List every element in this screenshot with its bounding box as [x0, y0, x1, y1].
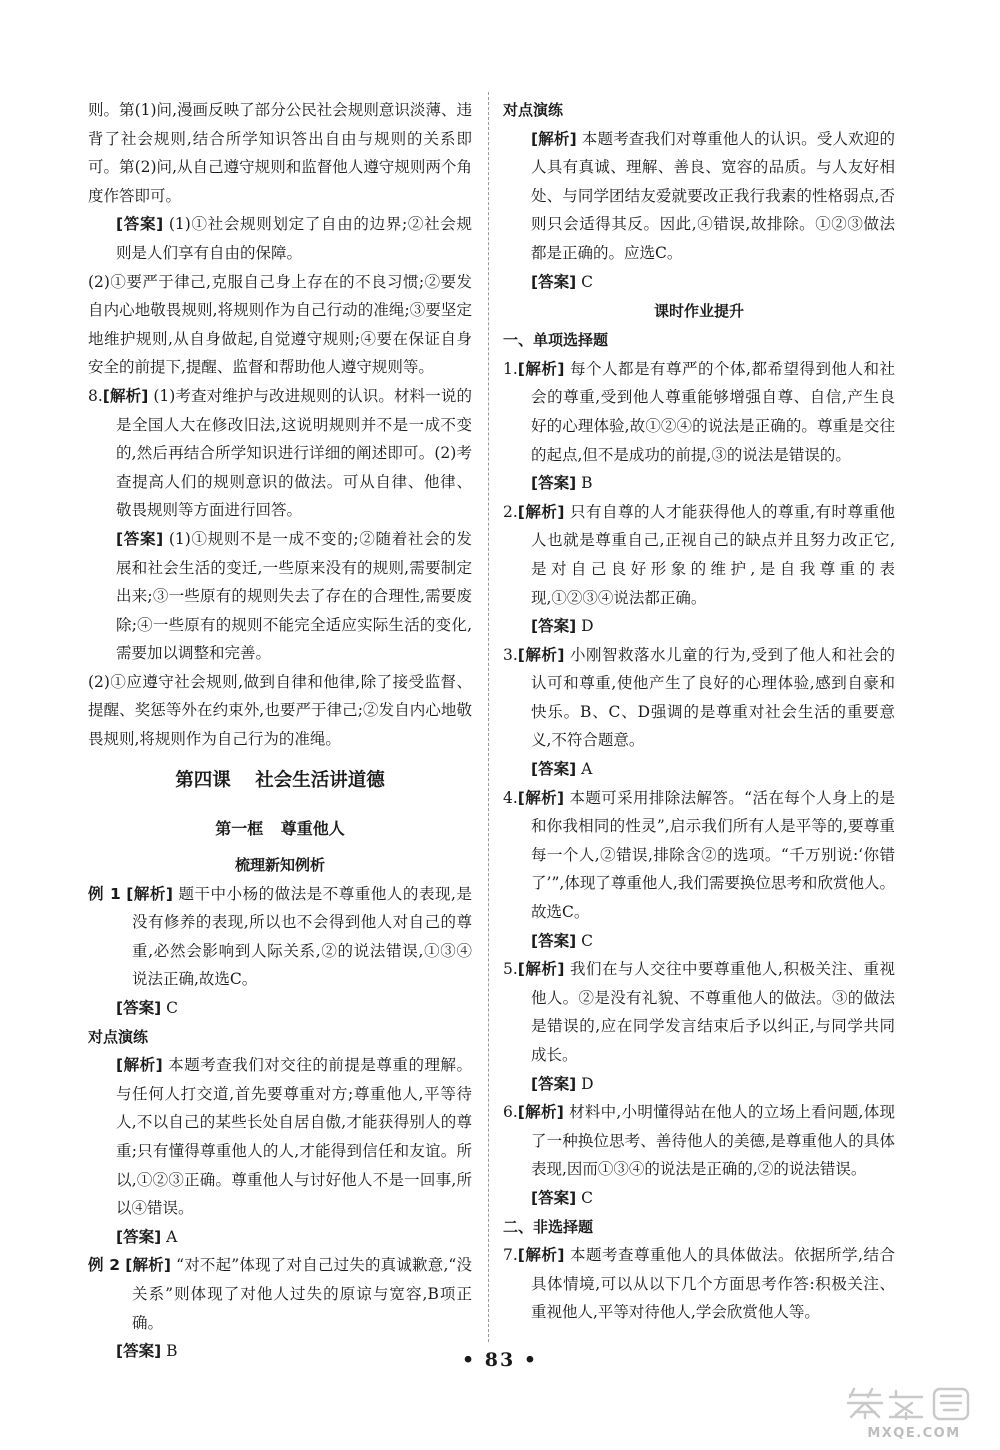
question-number: 5.: [503, 960, 518, 979]
example-label: 例 2: [88, 1256, 121, 1275]
question-number: 4.: [503, 788, 518, 807]
example-1: [88, 880, 472, 994]
analysis-text: 小刚智救落水儿童的行为,受到了他人和社会的认可和尊重,使他产生了良好的心理体验,感到自豪和快乐。B、C、D强调的是尊重对社会生活的重要意义,不符合题意。: [531, 645, 895, 750]
answer-block: [503, 1184, 895, 1213]
answer-label: [答案]: [531, 474, 577, 493]
answer-block: [503, 268, 895, 297]
answer-label: [答案]: [531, 1074, 577, 1093]
paragraph: (2)①要严于律己,克服自己身上存在的不良习惯;②要发自内心地敬畏规则,将规则作为自己行动的准绳;③要坚定地维护规则,从自身做起,自觉遵守规则;④要在保证自身安全的前提下,提醒、监督和帮助他人遵守规则等。: [88, 272, 472, 377]
analysis-text: “对不起”体现了对自己过失的真诚歉意,“没关系”则体现了对他人过失的原谅与宽容,B项正确。: [132, 1256, 472, 1332]
analysis-text: (1)考查对维护与改进规则的认识。材料一说的是全国人大在修改旧法,这说明规则并不是一成不变的,然后再结合所学知识进行详细的阐述即可。(2)考查提高人们的规则意识的做法。可从自律、他律、敬畏规则等方面进行回答。: [116, 386, 472, 520]
answer-text: A: [166, 1227, 178, 1246]
answer-label: [答案]: [116, 529, 164, 548]
analysis-label: [解析]: [531, 129, 577, 148]
section-subtitle: 梳理新知例析: [234, 855, 325, 874]
answer-block: [88, 210, 472, 267]
homework-title: 课时作业提升: [653, 302, 744, 321]
answer-block: [503, 612, 895, 641]
analysis-label: [解析]: [116, 1056, 163, 1075]
question-number: 3.: [503, 645, 518, 664]
paragraph: (2)①应遵守社会规则,做到自律和他律,除了接受监督、提醒、奖惩等外在约束外,也要严于律己;②发自内心地敬畏规则,将规则作为自己行为的准绳。: [88, 672, 472, 749]
answer-block: [503, 1070, 895, 1099]
analysis-label: [解析]: [517, 1246, 565, 1265]
practice-heading: 对点演练: [88, 1027, 149, 1046]
page-number: • 83 •: [462, 1349, 538, 1371]
analysis-text: 本题考查尊重他人的具体做法。依据所学,结合具体情境,可以从以下几个方面思考作答:积极关注、重视他人,平等对待他人,学会欣赏他人等。: [531, 1246, 895, 1322]
analysis-label: [解析]: [517, 359, 565, 378]
answer-block: [503, 469, 895, 498]
answer-block: [88, 1223, 472, 1252]
question-4: [503, 784, 895, 927]
answer-label: [答案]: [116, 999, 162, 1018]
analysis-label: [解析]: [517, 645, 565, 664]
right-column: [503, 96, 895, 1327]
analysis-label: [解析]: [126, 884, 173, 903]
practice-analysis: [503, 125, 895, 268]
answer-label: [答案]: [116, 215, 164, 234]
answer-block: [503, 927, 895, 956]
lesson-title: 第四课 社会生活讲道德: [175, 769, 385, 791]
left-column: [88, 96, 472, 1366]
answer-text: A: [581, 760, 593, 779]
answer-label: [答案]: [116, 1342, 162, 1361]
question-number: 2.: [503, 502, 518, 521]
analysis-text: 只有自尊的人才能获得他人的尊重,有时尊重他人也就是尊重自己,正视自己的缺点并且努力改正它,是对自己良好形象的维护,是自我尊重的表现,①②③④说法都正确。: [531, 502, 895, 607]
answer-label: [答案]: [531, 760, 577, 779]
watermark-site: MXQE.COM: [867, 1426, 961, 1441]
paragraph: 则。第(1)问,漫画反映了部分公民社会规则意识淡薄、违背了社会规则,结合所学知识答出自由与规则的关系即可。第(2)问,从自己遵守规则和监督他人遵守规则两个角度作答即可。: [88, 101, 472, 205]
question-number: 1.: [503, 359, 518, 378]
answer-label: [答案]: [531, 617, 577, 636]
answer-text: C: [166, 999, 178, 1018]
practice-analysis: [88, 1051, 472, 1223]
column-divider: [488, 92, 489, 1342]
analysis-text: 题干中小杨的做法是不尊重他人的表现,是没有修养的表现,所以也不会得到他人对自己的尊重,必然会影响到人际关系,②的说法错误,①③④说法正确,故选C。: [132, 884, 472, 989]
question-6: [503, 1098, 895, 1184]
analysis-text: 每个人都是有尊严的个体,都希望得到他人和社会的尊重,受到他人尊重能够增强自尊、自信,产生良好的心理体验,故①②④的说法是正确的。尊重是交往的起点,但不是成功的前提,③的说法是错误的。: [531, 359, 895, 464]
section-heading-choice: 一、单项选择题: [503, 331, 609, 350]
question-number: 7.: [503, 1246, 518, 1265]
answer-text: (1)①社会规则划定了自由的边界;②社会规则是人们享有自由的保障。: [116, 215, 472, 262]
answer-text: D: [581, 1074, 594, 1093]
analysis-label: [解析]: [125, 1256, 171, 1275]
analysis-label: [解析]: [517, 788, 565, 807]
analysis-text: 本题考查我们对尊重他人的认识。受人欢迎的人具有真诚、理解、善良、宽容的品质。与人友好相处、与同学团结友爱就要改正我行我素的性格弱点,否则只会适得其反。因此,④错误,故排除。①②③做法都是正确的。应选C。: [531, 129, 895, 262]
watermark-logo: [842, 1385, 992, 1441]
question-1: [503, 355, 895, 469]
answer-label: [答案]: [531, 931, 577, 950]
analysis-text: 本题可采用排除法解答。“活在每个人身上的是和你我相同的性灵”,启示我们所有人是平等的,要尊重每一个人,②错误,排除含②的选项。“千万别说:‘你错了’”,体现了尊重他人,我们需要换位思考和欣赏他人。故选C。: [531, 788, 895, 922]
answer-block: [503, 755, 895, 784]
analysis-label: [解析]: [517, 960, 565, 979]
example-label: 例 1: [88, 884, 121, 903]
question-8: [88, 382, 472, 525]
question-7: [503, 1241, 895, 1327]
question-number: 8.: [88, 386, 103, 405]
answer-text: C: [581, 272, 593, 291]
answer-label: [答案]: [531, 272, 577, 291]
answer-block: [88, 525, 472, 668]
analysis-text: 我们在与人交往中要尊重他人,积极关注、重视他人。②是没有礼貌、不尊重他人的做法。③的做法是错误的,应在同学发言结束后予以纠正,与同学共同成长。: [531, 960, 895, 1064]
answer-text: B: [581, 474, 593, 493]
analysis-text: 材料中,小明懂得站在他人的立场上看问题,体现了一种换位思考、善待他人的美德,是尊重他人的具体表现,因而①③④的说法是正确的,②的说法错误。: [531, 1103, 895, 1179]
section-heading-non-choice: 二、非选择题: [503, 1217, 594, 1236]
answer-label: [答案]: [116, 1227, 162, 1246]
question-5: [503, 955, 895, 1069]
question-2: [503, 498, 895, 612]
answer-text: B: [166, 1342, 178, 1361]
analysis-label: [解析]: [102, 386, 149, 405]
analysis-label: [解析]: [517, 1103, 564, 1122]
analysis-text: 本题考查我们对交往的前提是尊重的理解。与任何人打交道,首先要尊重对方;尊重他人,平等待人,不以自己的某些长处自居自傲,才能获得别人的尊重;只有懂得尊重他人的人,才能得到信任和友谊。所以,①②③正确。尊重他人与讨好他人不是一回事,所以④错误。: [116, 1056, 472, 1218]
frame-title: 第一框 尊重他人: [215, 818, 345, 838]
answer-label: [答案]: [531, 1188, 577, 1207]
question-3: [503, 641, 895, 755]
answer-text: (1)①规则不是一成不变的;②随着社会的发展和社会生活的变迁,一些原来没有的规则,需要制定出来;③一些原有的规则失去了存在的合理性,需要废除;④一些原有的规则不能完全适应实际生活的变化,需要加以调整和完善。: [116, 529, 472, 663]
answer-text: C: [581, 1188, 593, 1207]
answer-text: C: [581, 931, 593, 950]
answer-text: D: [581, 617, 594, 636]
answer-block: [88, 994, 472, 1023]
analysis-label: [解析]: [517, 502, 565, 521]
question-number: 6.: [503, 1103, 518, 1122]
example-2: [88, 1251, 472, 1337]
practice-heading: 对点演练: [503, 101, 564, 119]
